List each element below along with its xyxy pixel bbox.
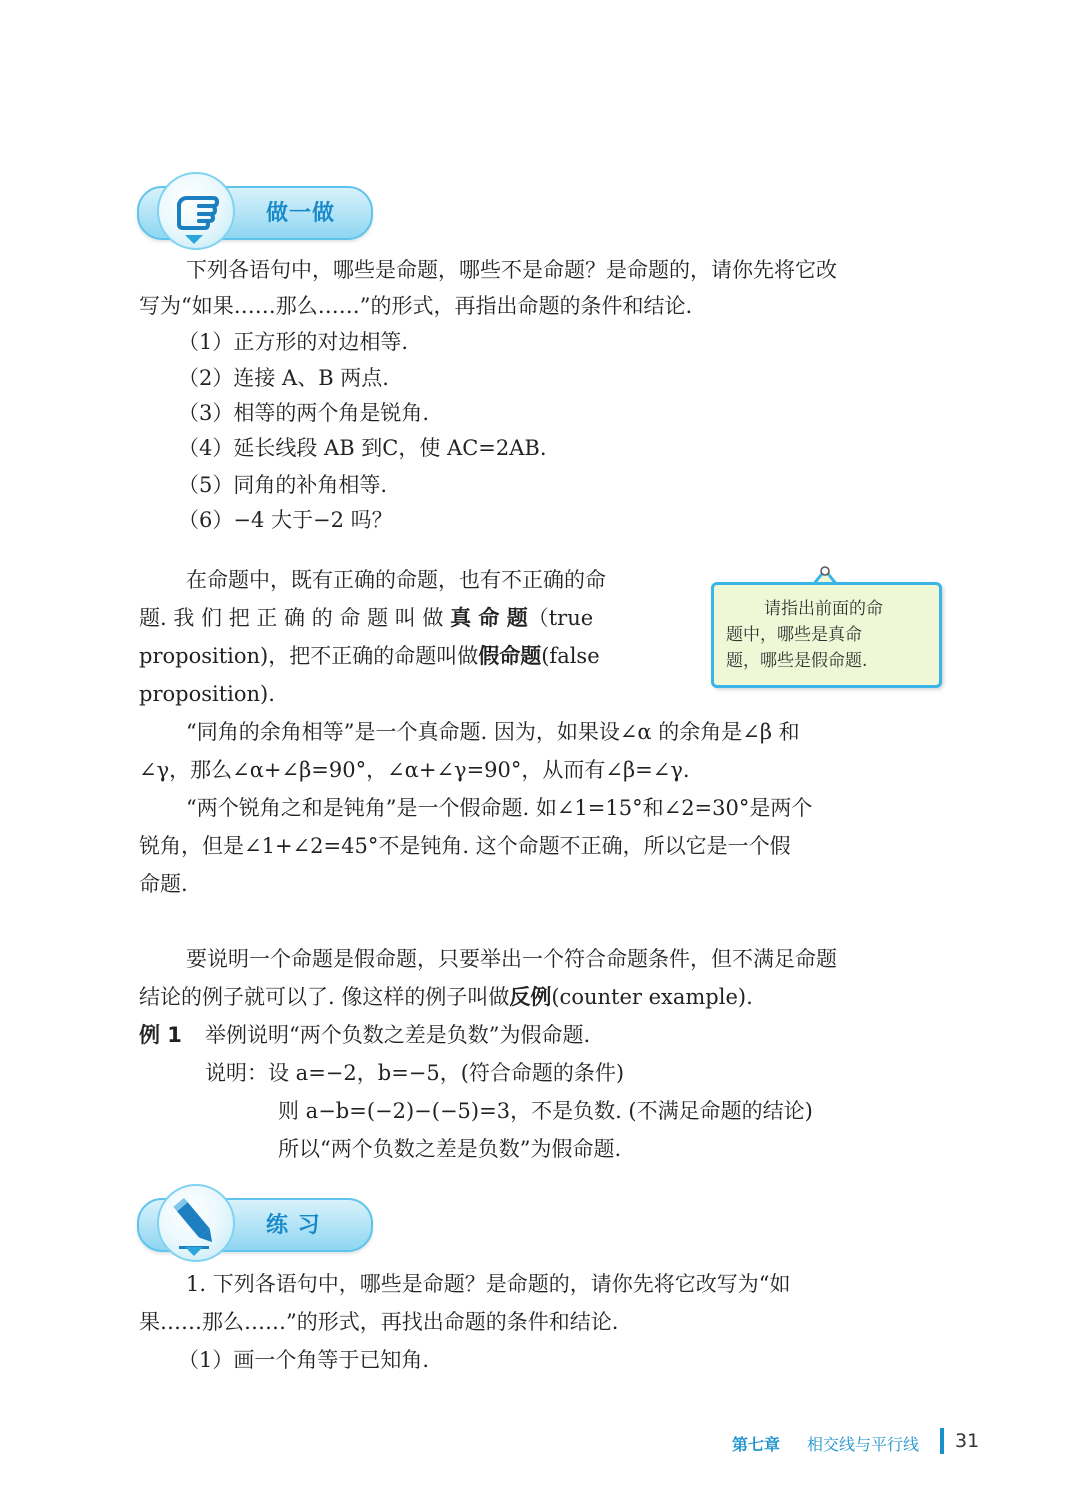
section-arrow — [185, 1247, 203, 1256]
definition-line — [139, 604, 593, 632]
counter-text: (counter example). — [551, 985, 753, 1009]
explanation-line: “同角的余角相等”是一个真命题. 因为，如果设∠α 的余角是∠β 和 — [186, 720, 800, 744]
example-label: 例 1 — [139, 1023, 182, 1047]
task-line: 下列各语句中，哪些是命题，哪些不是命题？是命题的，请你先将它改 — [186, 258, 837, 282]
counter-line — [139, 983, 753, 1011]
note-line: 请指出前面的命 — [764, 599, 883, 619]
counter-text: 结论的例子就可以了. 像这样的例子叫做 — [139, 985, 510, 1009]
note-box — [711, 582, 942, 688]
definition-line: 在命题中，既有正确的命题，也有不正确的命 — [186, 568, 606, 592]
exercise-line: 1. 下列各语句中，哪些是命题？是命题的，请你先将它改写为“如 — [186, 1272, 791, 1296]
term-false-proposition: 假命题 — [478, 644, 542, 668]
explanation-line: 锐角，但是∠1+∠2=45°不是钝角. 这个命题不正确，所以它是一个假 — [139, 834, 791, 858]
footer-chapter-title: 相交线与平行线 — [807, 1435, 920, 1454]
definition-text: （true — [527, 606, 594, 630]
task-item: （5）同角的补角相等. — [178, 473, 388, 497]
definition-text: (false — [541, 644, 600, 668]
page-number: 31 — [955, 1430, 980, 1452]
footer-divider — [940, 1428, 944, 1454]
example-solution-line: 则 a−b=(−2)−(−5)=3，不是负数. (不满足命题的结论) — [278, 1099, 813, 1123]
definition-text: 题. 我 们 把 正 确 的 命 题 叫 做 — [139, 606, 451, 630]
definition-line: proposition). — [139, 682, 275, 706]
example-solution-line: 所以“两个负数之差是负数”为假命题. — [278, 1137, 622, 1161]
example-solution-line: 说明：设 a=−2，b=−5，(符合命题的条件) — [205, 1061, 625, 1085]
task-item: （2）连接 A、B 两点. — [178, 366, 389, 390]
explanation-line: ∠γ，那么∠α+∠β=90°，∠α+∠γ=90°，从而有∠β=∠γ. — [139, 758, 690, 782]
exercise-line: （1）画一个角等于已知角. — [178, 1348, 430, 1372]
term-true-proposition: 真 命 题 — [450, 606, 528, 630]
example-question: 举例说明“两个负数之差是负数”为假命题. — [205, 1023, 591, 1047]
explanation-line: “两个锐角之和是钝角”是一个假命题. 如∠1=15°和∠2=30°是两个 — [186, 796, 813, 820]
exercise-line: 果……那么……”的形式，再找出命题的条件和结论. — [139, 1310, 619, 1334]
term-counter-example: 反例 — [509, 985, 552, 1009]
section-arrow — [185, 235, 203, 244]
explanation-line: 命题. — [139, 872, 188, 896]
task-item: （6）−4 大于−2 吗？ — [178, 508, 393, 532]
definition-line — [139, 642, 600, 670]
footer-chapter: 第七章 — [732, 1435, 781, 1454]
task-item: （4）延长线段 AB 到C，使 AC=2AB. — [178, 436, 547, 460]
counter-line: 要说明一个命题是假命题，只要举出一个符合命题条件，但不满足命题 — [186, 947, 837, 971]
section-title: 练 习 — [266, 1213, 321, 1238]
definition-text: proposition)，把不正确的命题叫做 — [139, 644, 479, 668]
task-item: （3）相等的两个角是锐角. — [178, 401, 430, 425]
task-line: 写为“如果……那么……”的形式，再指出命题的条件和结论. — [139, 294, 693, 318]
note-line: 题中，哪些是真命 — [726, 625, 862, 645]
section-title: 做一做 — [266, 201, 336, 226]
note-line: 题，哪些是假命题. — [726, 651, 868, 671]
task-item: （1）正方形的对边相等. — [178, 330, 409, 354]
